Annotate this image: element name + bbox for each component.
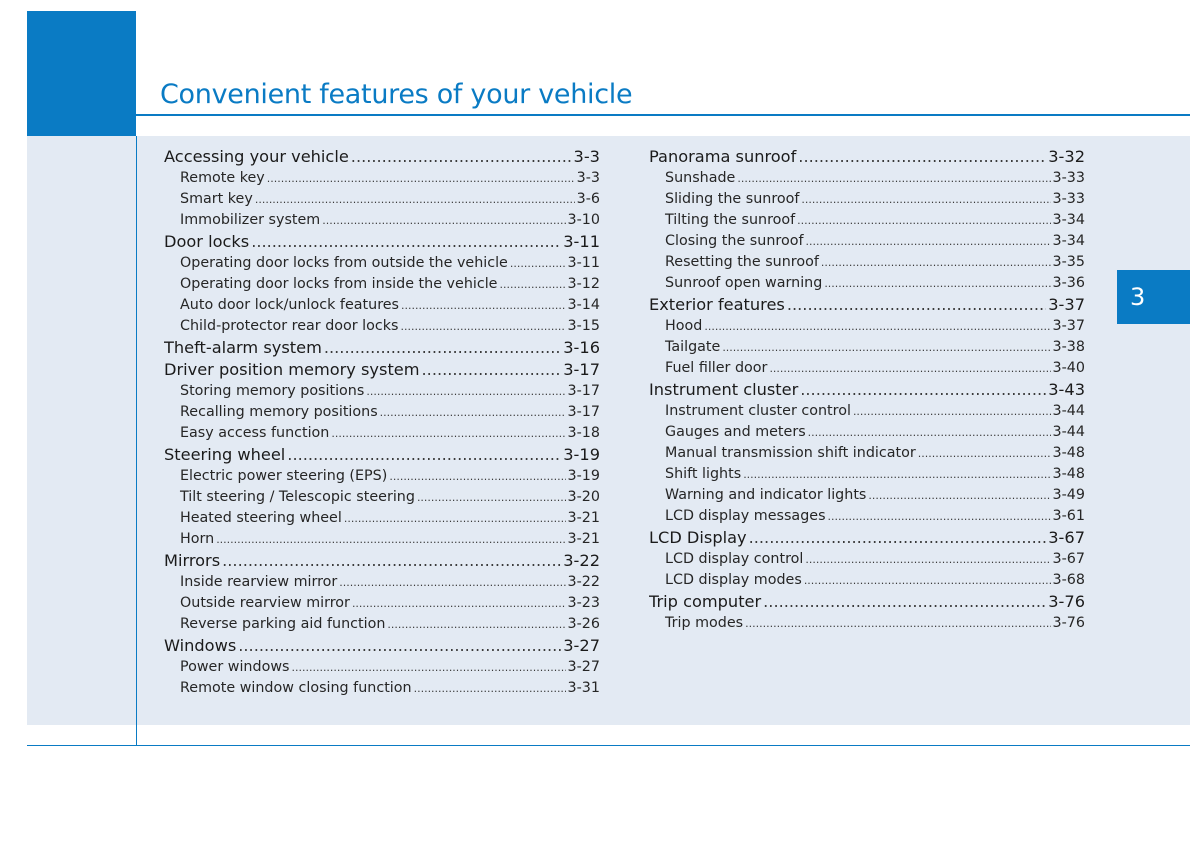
toc-entry-label: Windows bbox=[164, 636, 237, 655]
toc-subsection-entry[interactable] bbox=[649, 549, 1085, 570]
toc-subsection-entry[interactable] bbox=[164, 274, 600, 295]
toc-entry-page: 3-34 bbox=[1052, 212, 1085, 228]
chapter-color-block bbox=[27, 11, 136, 136]
toc-entry-page: 3-6 bbox=[576, 191, 600, 207]
dot-leader bbox=[222, 550, 561, 572]
dot-leader bbox=[366, 381, 565, 402]
title-rule bbox=[136, 114, 1190, 116]
toc-entry-label: Inside rearview mirror bbox=[180, 574, 338, 590]
toc-subsection-entry[interactable] bbox=[164, 189, 600, 210]
toc-subsection-entry[interactable] bbox=[649, 358, 1085, 379]
dot-leader bbox=[805, 549, 1050, 570]
dot-leader bbox=[797, 210, 1050, 231]
toc-entry-label: Outside rearview mirror bbox=[180, 595, 350, 611]
toc-entry-label: Operating door locks from outside the vehicle bbox=[180, 255, 508, 271]
toc-subsection-entry[interactable] bbox=[164, 402, 600, 423]
toc-entry-page: 3-17 bbox=[567, 404, 600, 420]
toc-subsection-entry[interactable] bbox=[649, 613, 1085, 634]
toc-entry-label: Sunroof open warning bbox=[665, 275, 823, 291]
dot-leader bbox=[251, 231, 561, 253]
toc-subsection-entry[interactable] bbox=[649, 401, 1085, 422]
dot-leader bbox=[324, 337, 561, 359]
toc-entry-page: 3-48 bbox=[1052, 445, 1085, 461]
toc-entry-label: Fuel filler door bbox=[665, 360, 768, 376]
toc-entry-label: Sliding the sunroof bbox=[665, 191, 800, 207]
toc-entry-page: 3-20 bbox=[567, 489, 600, 505]
toc-entry-label: Theft-alarm system bbox=[164, 338, 322, 357]
toc-entry-page: 3-34 bbox=[1052, 233, 1085, 249]
toc-entry-page: 3-33 bbox=[1052, 170, 1085, 186]
toc-section-entry[interactable] bbox=[649, 591, 1085, 613]
toc-entry-page: 3-3 bbox=[576, 170, 600, 186]
toc-entry-page: 3-22 bbox=[563, 551, 600, 570]
toc-entry-label: Hood bbox=[665, 318, 703, 334]
dot-leader bbox=[737, 168, 1050, 189]
toc-entry-page: 3-19 bbox=[567, 468, 600, 484]
dot-leader bbox=[821, 252, 1051, 273]
toc-entry-page: 3-27 bbox=[567, 659, 600, 675]
dot-leader bbox=[824, 273, 1050, 294]
toc-entry-page: 3-67 bbox=[1052, 551, 1085, 567]
toc-subsection-entry[interactable] bbox=[164, 614, 600, 635]
toc-subsection-entry[interactable] bbox=[649, 231, 1085, 252]
dot-leader bbox=[267, 168, 575, 189]
toc-entry-label: Smart key bbox=[180, 191, 253, 207]
dot-leader bbox=[787, 294, 1046, 316]
dot-leader bbox=[387, 614, 565, 635]
toc-section-entry[interactable] bbox=[649, 146, 1085, 168]
toc-entry-page: 3-44 bbox=[1052, 424, 1085, 440]
toc-entry-label: Electric power steering (EPS) bbox=[180, 468, 388, 484]
toc-entry-page: 3-15 bbox=[567, 318, 600, 334]
toc-entry-label: Panorama sunroof bbox=[649, 147, 797, 166]
dot-leader bbox=[414, 678, 566, 699]
dot-leader bbox=[255, 189, 575, 210]
toc-subsection-entry[interactable] bbox=[164, 508, 600, 529]
toc-subsection-entry[interactable] bbox=[649, 210, 1085, 231]
toc-entry-page: 3-21 bbox=[567, 531, 600, 547]
toc-entry-label: LCD display modes bbox=[665, 572, 802, 588]
toc-entry-page: 3-35 bbox=[1052, 254, 1085, 270]
toc-entry-label: Operating door locks from inside the vehicle bbox=[180, 276, 498, 292]
toc-column-right bbox=[649, 146, 1085, 634]
toc-entry-label: Storing memory positions bbox=[180, 383, 365, 399]
toc-section-entry[interactable] bbox=[649, 379, 1085, 401]
dot-leader bbox=[331, 423, 565, 444]
toc-entry-label: Warning and indicator lights bbox=[665, 487, 867, 503]
toc-entry-label: Sunshade bbox=[665, 170, 736, 186]
dot-leader bbox=[291, 657, 565, 678]
dot-leader bbox=[339, 572, 565, 593]
toc-entry-page: 3-23 bbox=[567, 595, 600, 611]
dot-leader bbox=[804, 570, 1051, 591]
toc-entry-label: Child-protector rear door locks bbox=[180, 318, 399, 334]
toc-subsection-entry[interactable] bbox=[164, 253, 600, 274]
toc-subsection-entry[interactable] bbox=[649, 506, 1085, 527]
toc-entry-label: Power windows bbox=[180, 659, 290, 675]
toc-subsection-entry[interactable] bbox=[164, 210, 600, 231]
toc-entry-page: 3-11 bbox=[567, 255, 600, 271]
toc-entry-label: Mirrors bbox=[164, 551, 221, 570]
dot-leader bbox=[828, 506, 1051, 527]
dot-leader bbox=[389, 466, 565, 487]
dot-leader bbox=[853, 401, 1051, 422]
toc-subsection-entry[interactable] bbox=[164, 657, 600, 678]
toc-subsection-entry[interactable] bbox=[164, 381, 600, 402]
toc-section-entry[interactable] bbox=[164, 231, 600, 253]
margin-rule bbox=[136, 136, 137, 746]
dot-leader bbox=[322, 210, 565, 231]
dot-leader bbox=[743, 464, 1050, 485]
dot-leader bbox=[745, 613, 1050, 634]
toc-entry-page: 3-37 bbox=[1048, 295, 1085, 314]
toc-subsection-entry[interactable] bbox=[164, 572, 600, 593]
toc-entry-label: Instrument cluster bbox=[649, 380, 799, 399]
toc-entry-page: 3-19 bbox=[563, 445, 600, 464]
toc-entry-label: Recalling memory positions bbox=[180, 404, 378, 420]
dot-leader bbox=[351, 146, 572, 168]
toc-entry-page: 3-76 bbox=[1052, 615, 1085, 631]
dot-leader bbox=[769, 358, 1050, 379]
toc-entry-page: 3-48 bbox=[1052, 466, 1085, 482]
toc-subsection-entry[interactable] bbox=[649, 316, 1085, 337]
toc-entry-page: 3-10 bbox=[567, 212, 600, 228]
dot-leader bbox=[287, 444, 561, 466]
toc-entry-page: 3-33 bbox=[1052, 191, 1085, 207]
toc-entry-label: Instrument cluster control bbox=[665, 403, 851, 419]
toc-section-entry[interactable] bbox=[164, 635, 600, 657]
toc-entry-page: 3-16 bbox=[563, 338, 600, 357]
toc-entry-page: 3-49 bbox=[1052, 487, 1085, 503]
toc-subsection-entry[interactable] bbox=[164, 316, 600, 337]
toc-entry-label: Shift lights bbox=[665, 466, 742, 482]
dot-leader bbox=[216, 529, 565, 550]
toc-subsection-entry[interactable] bbox=[164, 466, 600, 487]
dot-leader bbox=[805, 231, 1050, 252]
toc-subsection-entry[interactable] bbox=[649, 443, 1085, 464]
toc-subsection-entry[interactable] bbox=[649, 273, 1085, 294]
toc-entry-page: 3-32 bbox=[1048, 147, 1085, 166]
toc-entry-label: Immobilizer system bbox=[180, 212, 321, 228]
toc-subsection-entry[interactable] bbox=[649, 464, 1085, 485]
toc-subsection-entry[interactable] bbox=[649, 422, 1085, 443]
toc-subsection-entry[interactable] bbox=[164, 168, 600, 189]
dot-leader bbox=[801, 189, 1050, 210]
toc-entry-page: 3-37 bbox=[1052, 318, 1085, 334]
toc-subsection-entry[interactable] bbox=[649, 189, 1085, 210]
toc-entry-page: 3-36 bbox=[1052, 275, 1085, 291]
toc-entry-page: 3-3 bbox=[573, 147, 600, 166]
toc-subsection-entry[interactable] bbox=[164, 529, 600, 550]
dot-leader bbox=[722, 337, 1050, 358]
toc-subsection-entry[interactable] bbox=[649, 168, 1085, 189]
dot-leader bbox=[344, 508, 566, 529]
dot-leader bbox=[510, 253, 566, 274]
toc-entry-label: Remote key bbox=[180, 170, 265, 186]
toc-subsection-entry[interactable] bbox=[649, 570, 1085, 591]
dot-leader bbox=[798, 146, 1046, 168]
toc-entry-label: Heated steering wheel bbox=[180, 510, 342, 526]
toc-entry-page: 3-21 bbox=[567, 510, 600, 526]
toc-entry-page: 3-44 bbox=[1052, 403, 1085, 419]
toc-subsection-entry[interactable] bbox=[164, 295, 600, 316]
toc-entry-page: 3-43 bbox=[1048, 380, 1085, 399]
toc-entry-label: LCD display messages bbox=[665, 508, 826, 524]
toc-subsection-entry[interactable] bbox=[164, 423, 600, 444]
toc-entry-label: Resetting the sunroof bbox=[665, 254, 819, 270]
toc-entry-label: Door locks bbox=[164, 232, 250, 251]
toc-entry-page: 3-40 bbox=[1052, 360, 1085, 376]
toc-entry-label: Tilt steering / Telescopic steering bbox=[180, 489, 415, 505]
toc-entry-label: Manual transmission shift indicator bbox=[665, 445, 916, 461]
dot-leader bbox=[800, 379, 1046, 401]
toc-entry-label: Driver position memory system bbox=[164, 360, 420, 379]
toc-entry-label: Tailgate bbox=[665, 339, 721, 355]
toc-entry-label: Remote window closing function bbox=[180, 680, 412, 696]
toc-entry-page: 3-76 bbox=[1048, 592, 1085, 611]
toc-subsection-entry[interactable] bbox=[649, 252, 1085, 273]
toc-entry-page: 3-17 bbox=[563, 360, 600, 379]
dot-leader bbox=[704, 316, 1050, 337]
toc-entry-label: Exterior features bbox=[649, 295, 785, 314]
toc-subsection-entry[interactable] bbox=[164, 678, 600, 699]
toc-entry-page: 3-67 bbox=[1048, 528, 1085, 547]
toc-entry-label: Reverse parking aid function bbox=[180, 616, 386, 632]
dot-leader bbox=[380, 402, 566, 423]
dot-leader bbox=[238, 635, 561, 657]
toc-entry-label: Steering wheel bbox=[164, 445, 286, 464]
toc-entry-page: 3-11 bbox=[563, 232, 600, 251]
toc-entry-label: Accessing your vehicle bbox=[164, 147, 349, 166]
toc-section-entry[interactable] bbox=[649, 294, 1085, 316]
toc-section-entry[interactable] bbox=[164, 550, 600, 572]
toc-entry-label: Trip computer bbox=[649, 592, 762, 611]
toc-entry-page: 3-68 bbox=[1052, 572, 1085, 588]
bottom-rule bbox=[27, 745, 1190, 746]
toc-entry-label: LCD display control bbox=[665, 551, 804, 567]
toc-entry-label: Auto door lock/unlock features bbox=[180, 297, 399, 313]
chapter-tab[interactable]: 3 bbox=[1117, 270, 1190, 324]
toc-entry-page: 3-17 bbox=[567, 383, 600, 399]
toc-subsection-entry[interactable] bbox=[649, 337, 1085, 358]
toc-entry-page: 3-22 bbox=[567, 574, 600, 590]
toc-section-entry[interactable] bbox=[649, 527, 1085, 549]
dot-leader bbox=[868, 485, 1050, 506]
toc-entry-page: 3-14 bbox=[567, 297, 600, 313]
dot-leader bbox=[499, 274, 565, 295]
toc-entry-page: 3-27 bbox=[563, 636, 600, 655]
toc-subsection-entry[interactable] bbox=[164, 593, 600, 614]
dot-leader bbox=[352, 593, 566, 614]
dot-leader bbox=[422, 359, 562, 381]
toc-entry-label: Tilting the sunroof bbox=[665, 212, 796, 228]
dot-leader bbox=[401, 295, 566, 316]
toc-entry-page: 3-61 bbox=[1052, 508, 1085, 524]
toc-entry-label: Gauges and meters bbox=[665, 424, 806, 440]
toc-subsection-entry[interactable] bbox=[164, 487, 600, 508]
toc-entry-page: 3-31 bbox=[567, 680, 600, 696]
toc-subsection-entry[interactable] bbox=[649, 485, 1085, 506]
dot-leader bbox=[918, 443, 1051, 464]
toc-entry-label: LCD Display bbox=[649, 528, 747, 547]
toc-section-entry[interactable] bbox=[164, 337, 600, 359]
toc-column-left bbox=[164, 146, 600, 699]
dot-leader bbox=[808, 422, 1051, 443]
toc-entry-label: Horn bbox=[180, 531, 215, 547]
toc-section-entry[interactable] bbox=[164, 444, 600, 466]
toc-entry-page: 3-38 bbox=[1052, 339, 1085, 355]
dot-leader bbox=[763, 591, 1046, 613]
toc-entry-label: Trip modes bbox=[665, 615, 744, 631]
toc-entry-label: Closing the sunroof bbox=[665, 233, 804, 249]
toc-entry-label: Easy access function bbox=[180, 425, 330, 441]
toc-entry-page: 3-18 bbox=[567, 425, 600, 441]
toc-section-entry[interactable] bbox=[164, 359, 600, 381]
toc-entry-page: 3-26 bbox=[567, 616, 600, 632]
dot-leader bbox=[749, 527, 1047, 549]
toc-entry-page: 3-12 bbox=[567, 276, 600, 292]
dot-leader bbox=[401, 316, 566, 337]
page-title: Convenient features of your vehicle bbox=[160, 79, 633, 110]
toc-section-entry[interactable] bbox=[164, 146, 600, 168]
dot-leader bbox=[417, 487, 566, 508]
